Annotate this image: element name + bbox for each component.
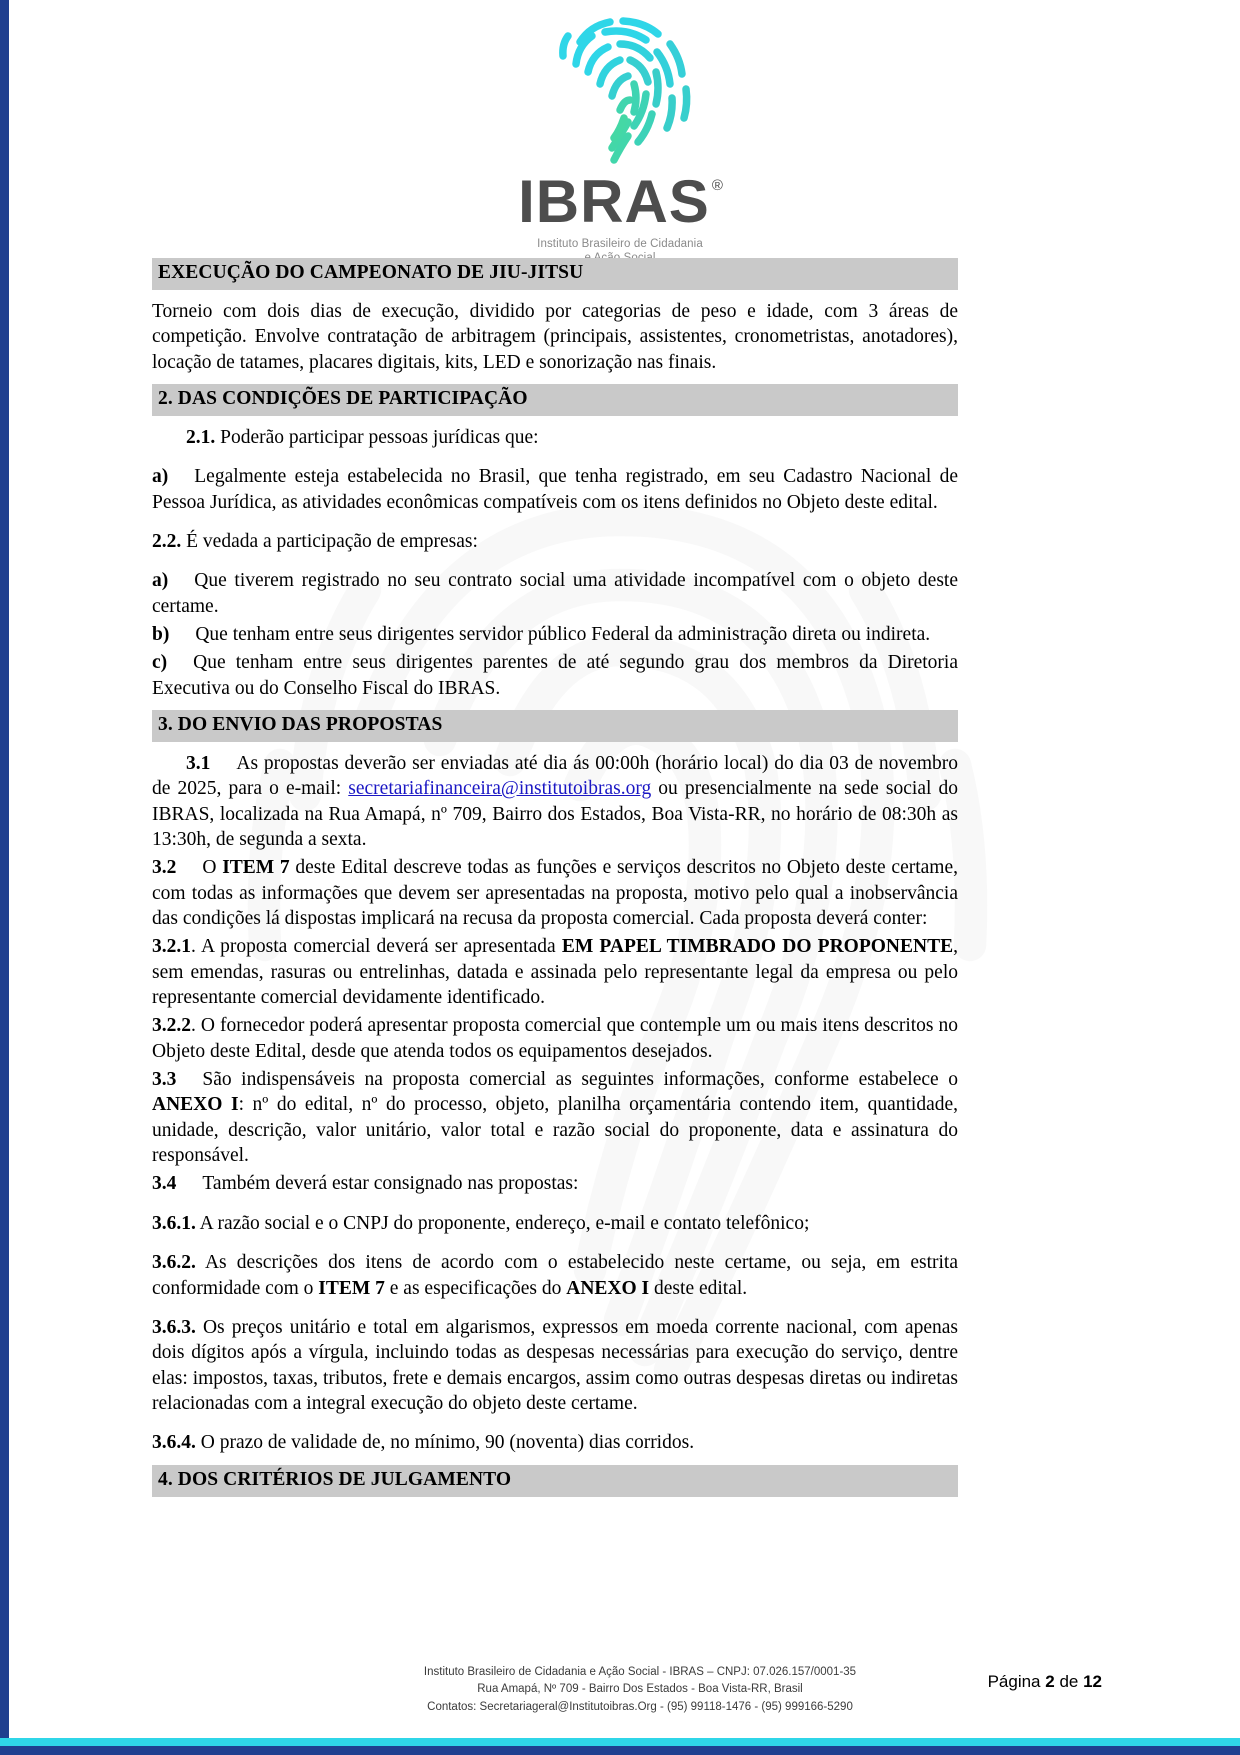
item-2-2-b-text: Que tenham entre seus dirigentes servidor público Federal da administração direta ou indireta.: [195, 624, 931, 645]
registered-trademark-icon: ®: [711, 177, 724, 194]
footer-line-1: Instituto Brasileiro de Cidadania e Ação Social - IBRAS – CNPJ: 07.026.157/0001-35: [423, 1665, 857, 1678]
item-3-6-1-text: A razão social e o CNPJ do proponente, endereço, e-mail e contato telefônico;: [195, 1212, 810, 1234]
item-3-2-1-bold: EM PAPEL TIMBRADO DO PROPONENTE: [561, 936, 954, 958]
item-3-6-2-part2: e as especificações do: [384, 1277, 567, 1299]
item-3-6-2: [152, 1250, 958, 1301]
item-3-2-1: [152, 934, 958, 1010]
page-label-prefix: Página: [987, 1671, 1046, 1691]
item-3-2-2: [152, 1013, 958, 1064]
item-3-3-part1: São indispensáveis na proposta comercial as seguintes informações, conforme estabelece o: [202, 1069, 958, 1091]
item-3-1-text-part1: As propostas deverão ser enviadas até dia ás 00:00h (horário local) do dia 03 de novembro de 2025, para o e-mail:: [152, 752, 958, 800]
logo-wordmark-text: IBRAS: [518, 168, 710, 235]
item-3-2-1-part1: . A proposta comercial deverá ser apresentada: [191, 936, 562, 958]
item-2-1-number: 2.1.: [186, 426, 216, 448]
item-3-6-1-number: 3.6.1.: [152, 1212, 196, 1234]
item-3-3-part2: : nº do edital, nº do processo, objeto, planilha orçamentária contendo item, quantidade, unidade, descrição, valor unitário, valor total e razão social do proponente, data e assinatura do responsável.: [152, 1094, 959, 1167]
item-3-2-2-number: 3.2.2: [152, 1015, 191, 1037]
heading-section-2: 2. DAS CONDIÇÕES DE PARTICIPAÇÃO: [152, 384, 958, 416]
item-2-1-a: [152, 464, 958, 515]
item-3-2-text: deste Edital descreve todas as funções e serviços descritos no Objeto deste certame, com todas as informações que devem ser apresentadas na proposta, motivo pelo qual a inobservância das condições lá dispostas implicará na recusa da proposta comercial. Cada proposta deverá conter:: [152, 857, 958, 930]
footer-line-2: Rua Amapá, Nº 709 - Bairro Dos Estados - Boa Vista-RR, Brasil: [477, 1683, 803, 1696]
item-3-2-number: 3.2: [152, 857, 177, 879]
item-2-2-a-marker: a): [152, 570, 169, 592]
logo-tagline-line1: Instituto Brasileiro de Cidadania: [537, 238, 703, 250]
footer-line-3: Contatos: Secretariageral@Institutoibras.Org - (95) 99118-1476 - (95) 999166-5290: [427, 1701, 853, 1714]
heading-section-4: 4. DOS CRITÉRIOS DE JULGAMENTO: [152, 1465, 958, 1497]
item-3-4: [152, 1171, 958, 1196]
item-3-4-text: Também deverá estar consignado nas propostas:: [202, 1173, 579, 1195]
item-3-6-3-text: Os preços unitário e total em algarismos, expressos em moeda corrente nacional, com apenas dois dígitos após a vírgula, incluindo todas as despesas necessárias para execução do serviço, dentre elas: impostos, taxas, tributos, frete e demais encargos, assim como outras despesas diretas ou indiretas relacionadas com a integral execução do objeto deste certame.: [152, 1316, 958, 1414]
item-3-2-2-text: . O fornecedor poderá apresentar proposta comercial que contemple um ou mais itens descritos no Objeto deste Edital, desde que atenda todos os equipamentos desejados.: [152, 1015, 958, 1062]
item-3-3: [152, 1067, 958, 1168]
item-3-6-2-bold2: ANEXO I: [566, 1277, 650, 1299]
item-3-1-text-part2: ou presencialmente na sede social do IBRAS, localizada na Rua Amapá, nº 709, Bairro dos Estados, Boa Vista-RR, no horário de 08:30h as 13:30h, de segunda a sexta.: [152, 778, 958, 851]
item-3-2-1-part2: , sem emendas, rasuras ou entrelinhas, datada e assinada pelo representante legal da empresa ou pelo representante comercial devidamente identificado.: [152, 936, 958, 1009]
paragraph-execucao: Torneio com dois dias de execução, dividido por categorias de peso e idade, com 3 áreas de competição. Envolve contratação de arbitragem (principais, assistentes, cronometristas, anotadores), locação de tatames, placares digitais, kits, LED e sonorização nas finais.: [152, 300, 958, 373]
item-2-2-c: [152, 650, 958, 701]
item-2-2-a-text: Que tiverem registrado no seu contrato social uma atividade incompatível com o objeto deste certame.: [152, 570, 958, 617]
item-3-6-3-number: 3.6.3.: [152, 1316, 196, 1338]
item-3-6-1: [152, 1211, 958, 1236]
item-3-6-4: [152, 1430, 958, 1455]
ibras-logo: [0, 14, 1240, 266]
item-3-2-bold: ITEM 7: [222, 857, 290, 879]
item-2-2-number: 2.2.: [152, 530, 182, 552]
logo-wordmark: [518, 168, 724, 235]
item-2-2: [152, 529, 958, 554]
footer-contact-block: [120, 1664, 1120, 1717]
email-link[interactable]: secretariafinanceira@institutoibras.org: [348, 778, 652, 800]
item-3-6-2-part3: deste edital.: [649, 1277, 748, 1299]
item-3-6-2-bold1: ITEM 7: [318, 1277, 385, 1299]
item-2-2-c-marker: c): [152, 652, 168, 674]
item-2-1-text: Poderão participar pessoas jurídicas que:: [215, 426, 539, 448]
page-total: 12: [1083, 1671, 1102, 1691]
fingerprint-brazil-icon: [520, 14, 720, 174]
item-3-3-number: 3.3: [152, 1069, 177, 1091]
page-number-indicator: [988, 1672, 1102, 1692]
item-3-6-3: [152, 1315, 958, 1416]
page-footer: [0, 1664, 1240, 1717]
page-label-middle: de: [1054, 1671, 1084, 1691]
item-3-2-lead: O: [202, 857, 223, 879]
heading-section-3: 3. DO ENVIO DAS PROPOSTAS: [152, 710, 958, 742]
item-2-1: [152, 425, 958, 450]
item-3-1-number: 3.1: [186, 752, 211, 774]
item-3-6-2-number: 3.6.2.: [152, 1252, 196, 1274]
page-bottom-blue-bar: [0, 1746, 1240, 1755]
item-2-1-a-text: Legalmente esteja estabelecida no Brasil, que tenha registrado, em seu Cadastro Nacional de Pessoa Jurídica, as atividades econômicas compatíveis com os itens definidos no Objeto deste edital.: [152, 466, 958, 513]
item-2-2-b: [152, 622, 958, 647]
page-bottom-cyan-bar: [0, 1738, 1240, 1746]
item-3-1: [152, 751, 958, 852]
item-3-2: [152, 855, 958, 931]
item-3-2-1-number: 3.2.1: [152, 936, 191, 958]
item-3-6-4-number: 3.6.4.: [152, 1432, 196, 1454]
heading-execucao: EXECUÇÃO DO CAMPEONATO DE JIU-JITSU: [152, 258, 958, 290]
item-3-3-bold: ANEXO I: [152, 1094, 239, 1116]
page-current: 2: [1045, 1671, 1055, 1691]
item-2-2-text: É vedada a participação de empresas:: [181, 530, 478, 552]
item-3-6-2-part1: As descrições dos itens de acordo com o estabelecido neste certame, ou seja, em estrita conformidade com o: [152, 1252, 958, 1299]
item-2-2-c-text: Que tenham entre seus dirigentes parentes de até segundo grau dos membros da Diretoria Executiva ou do Conselho Fiscal do IBRAS.: [152, 652, 958, 699]
document-body: [152, 258, 958, 1506]
item-3-4-number: 3.4: [152, 1173, 177, 1195]
item-3-6-4-text: O prazo de validade de, no mínimo, 90 (noventa) dias corridos.: [195, 1432, 695, 1454]
item-2-2-b-marker: b): [152, 624, 170, 645]
item-2-1-a-marker: a): [152, 466, 169, 488]
item-2-2-a: [152, 568, 958, 619]
